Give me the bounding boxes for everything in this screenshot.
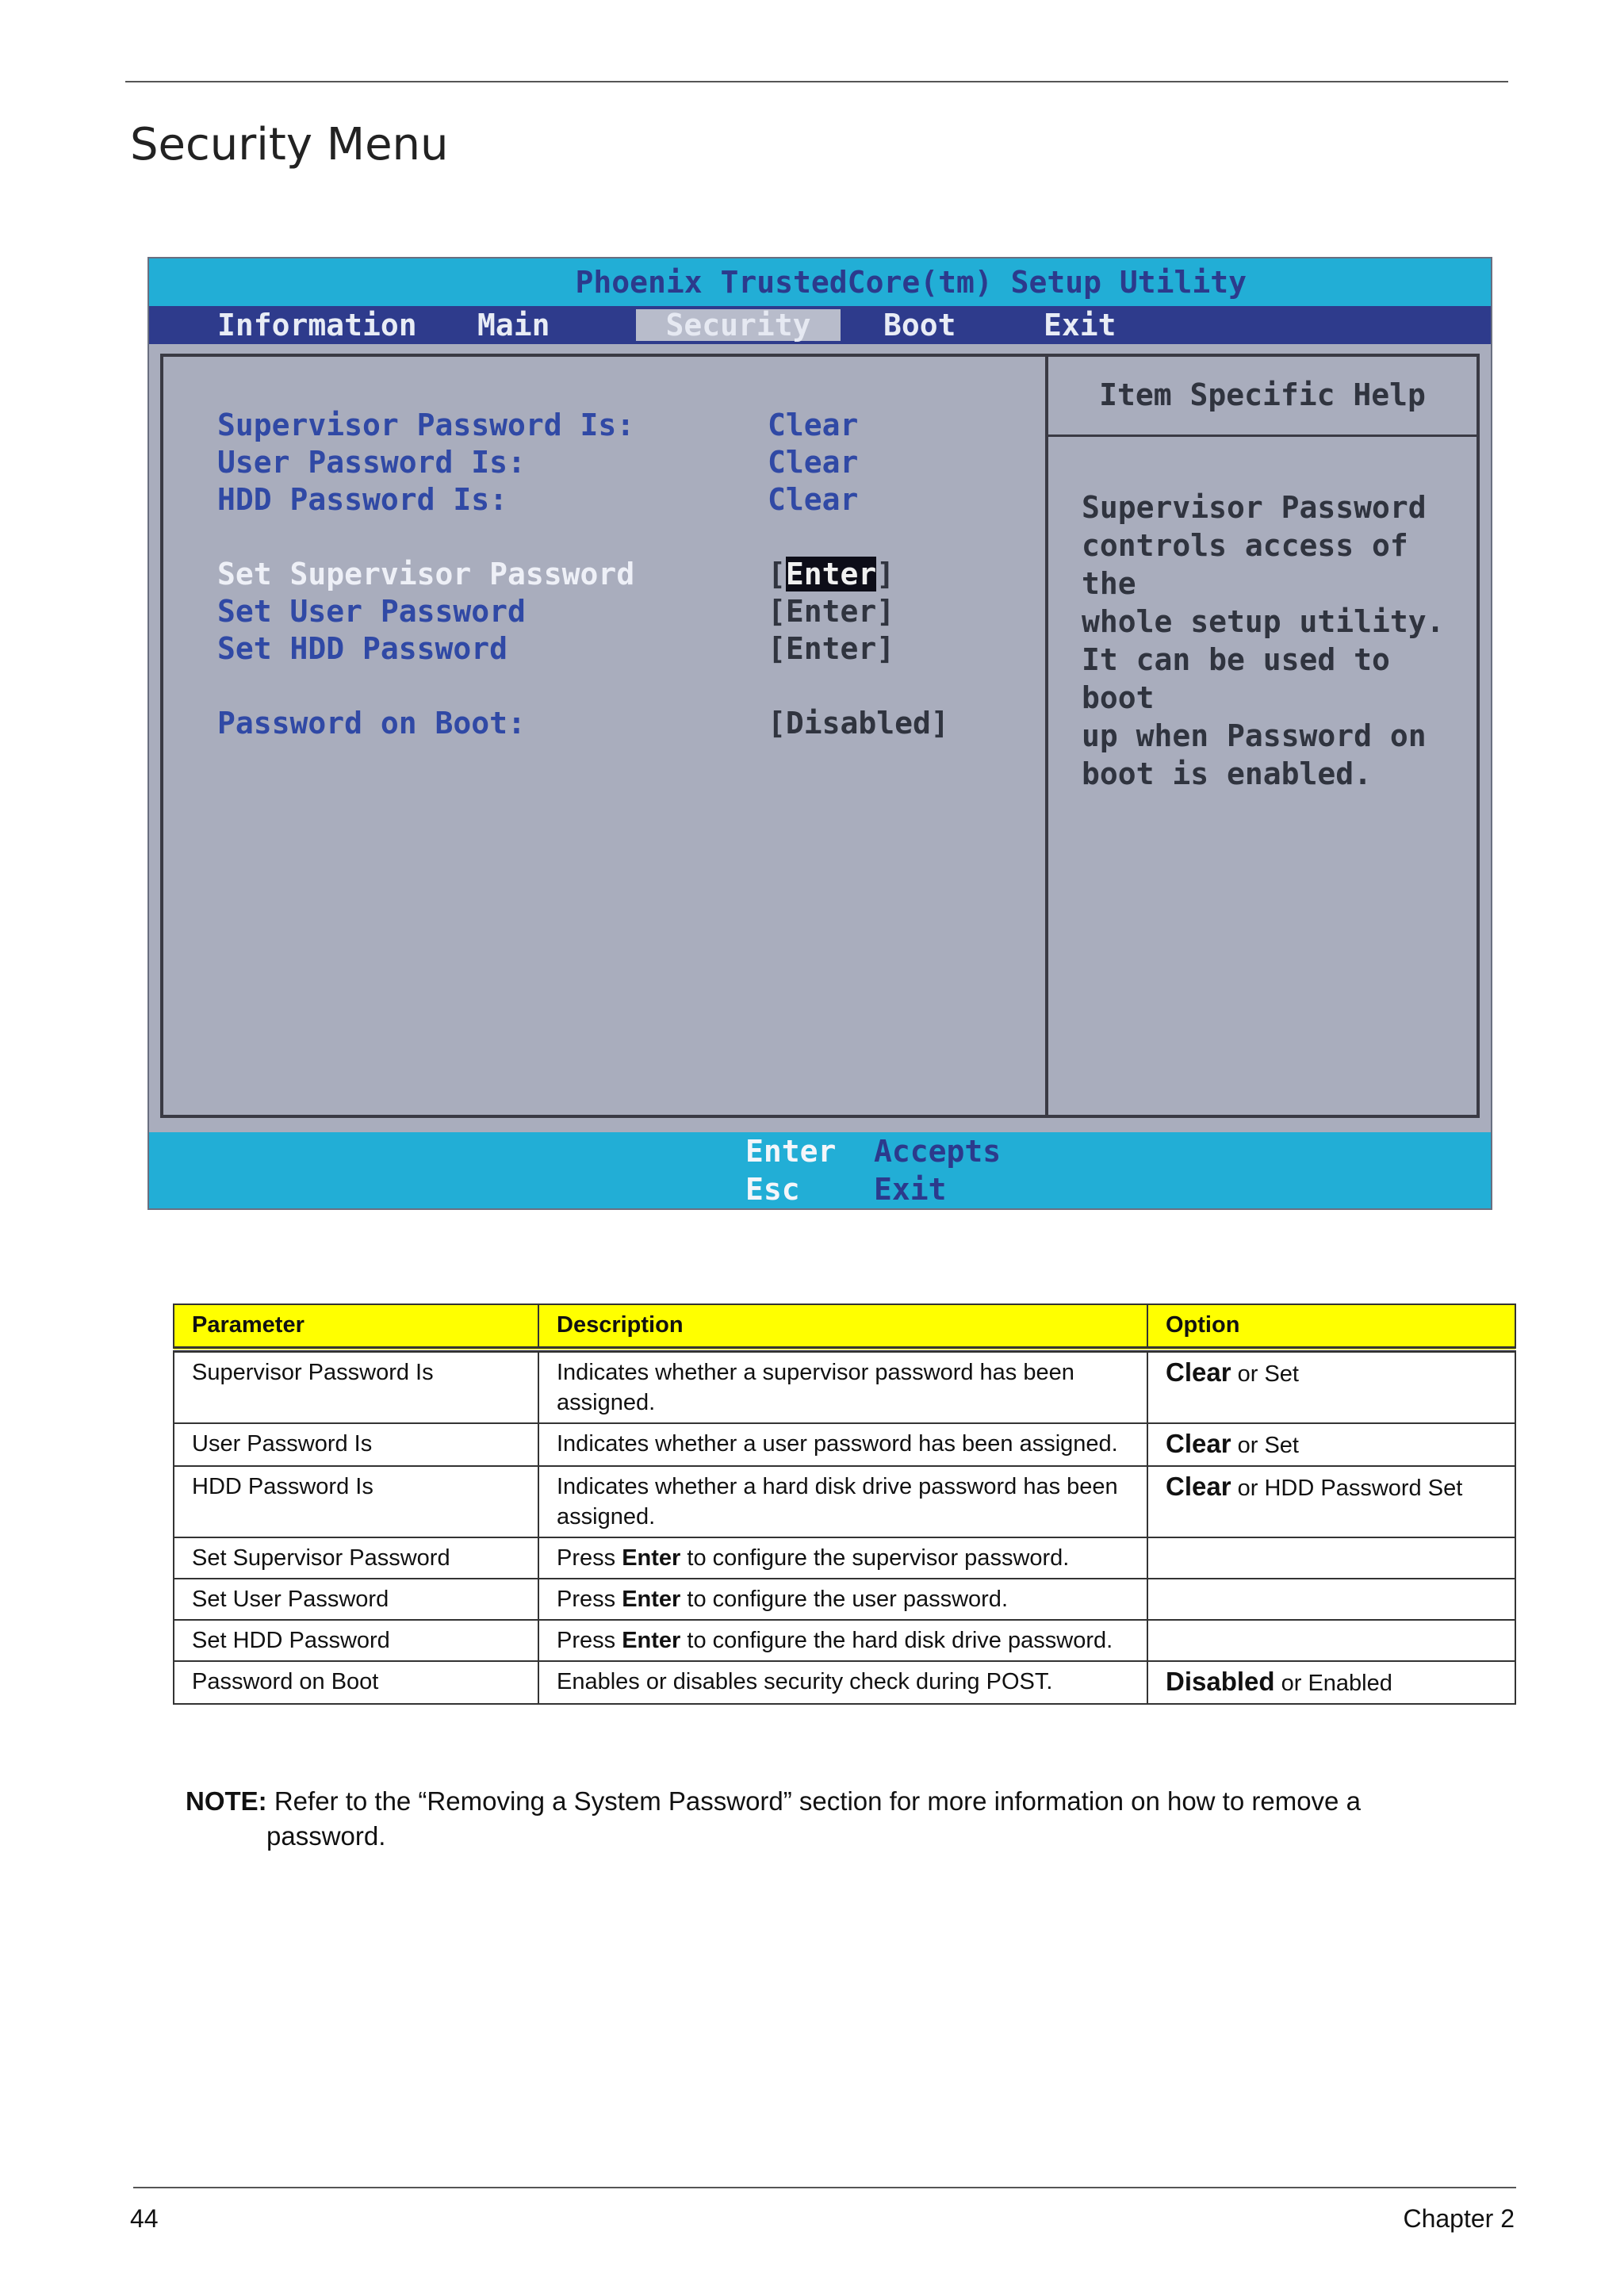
cell-description: Indicates whether a hard disk drive password has been assigned. [538,1466,1147,1537]
option-alt: or Enabled [1274,1671,1392,1696]
note [186,1784,1518,1819]
table-row [174,1423,1515,1466]
chapter-label: Chapter 2 [1403,2204,1515,2233]
footer-key: Esc [745,1172,800,1207]
note-label: NOTE: [186,1786,267,1816]
cell-parameter: Set User Password [174,1579,538,1620]
tab-security[interactable]: Security [636,309,841,341]
bios-item-label: Supervisor Password Is: [217,408,635,442]
desc-text: Press [557,1545,622,1571]
cell-option [1147,1423,1515,1466]
cell-parameter: Password on Boot [174,1661,538,1704]
table-row [174,1579,1515,1620]
bios-item-value-selected[interactable]: [Enter] [768,557,895,591]
option-alt: or Set [1231,1433,1299,1458]
bios-title: Phoenix TrustedCore(tm) Setup Utility [575,265,1247,300]
bios-title-bar [149,258,1491,306]
option-alt: or Set [1231,1361,1299,1387]
cell-parameter: Set Supervisor Password [174,1537,538,1579]
bios-screenshot [147,257,1492,1210]
bios-item-label: User Password Is: [217,445,526,480]
header-parameter: Parameter [174,1304,538,1349]
footer-key: Enter [745,1134,837,1169]
bios-item-value[interactable]: [Enter] [768,631,895,666]
cell-description: Indicates whether a user password has been assigned. [538,1423,1147,1466]
cell-description: Indicates whether a supervisor password has been assigned. [538,1349,1147,1423]
help-divider [1048,435,1477,437]
bios-item-value: Clear [768,482,859,517]
header-option: Option [1147,1304,1515,1349]
cell-parameter: HDD Password Is [174,1466,538,1537]
cell-parameter: User Password Is [174,1423,538,1466]
help-title: Item Specific Help [1099,377,1426,412]
header-description: Description [538,1304,1147,1349]
cell-option [1147,1537,1515,1579]
bios-item-password-on-boot[interactable]: Password on Boot: [217,706,526,741]
desc-text: Press [557,1587,622,1612]
table-row [174,1349,1515,1423]
bios-item-set-hdd-password[interactable]: Set HDD Password [217,631,508,666]
desc-text: to configure the hard disk drive password. [680,1628,1113,1653]
footer-action: Accepts [874,1134,1002,1169]
table-row [174,1537,1515,1579]
desc-key: Enter [622,1545,681,1571]
desc-text: to configure the user password. [680,1587,1008,1612]
desc-text: to configure the supervisor password. [680,1545,1070,1571]
tab-exit[interactable]: Exit [1044,308,1116,343]
note-text: Refer to the “Removing a System Password” section for more information on how to remove a [266,1786,1361,1816]
option-alt: or HDD Password Set [1231,1476,1463,1501]
tab-information[interactable]: Information [217,308,417,343]
footer-action: Exit [874,1172,947,1207]
page-title: Security Menu [130,119,449,170]
cell-option [1147,1620,1515,1661]
help-text: Supervisor Password controls access of the whole setup utility. It can be used to boot up when Password on boot is enabled. [1082,490,1445,791]
bios-footer [149,1132,1491,1208]
bios-item-value: Clear [768,445,859,480]
cell-description [538,1579,1147,1620]
desc-text: Press [557,1628,622,1653]
bios-item-value: Clear [768,408,859,442]
cell-parameter: Supervisor Password Is [174,1349,538,1423]
bottom-rule [133,2187,1516,2188]
bios-tab-bar [149,306,1491,344]
cell-parameter: Set HDD Password [174,1620,538,1661]
parameter-table [173,1304,1516,1705]
bios-item-value[interactable]: [Enter] [768,594,895,629]
option-default: Clear [1166,1472,1231,1501]
table-row [174,1466,1515,1537]
bios-item-value[interactable]: [Disabled] [768,706,949,741]
desc-key: Enter [622,1587,681,1612]
cell-description [538,1620,1147,1661]
cell-description [538,1537,1147,1579]
option-default: Disabled [1166,1667,1275,1696]
option-default: Clear [1166,1429,1231,1458]
tab-boot[interactable]: Boot [883,308,956,343]
page-number: 44 [130,2204,159,2233]
selected-value: Enter [785,557,877,591]
bios-panel-divider [1045,357,1048,1115]
table-header-row [174,1304,1515,1349]
cell-description: Enables or disables security check during POST. [538,1661,1147,1704]
tab-main[interactable]: Main [477,308,550,343]
table-row [174,1620,1515,1661]
cell-option [1147,1661,1515,1704]
note-continuation: password. [266,1821,386,1851]
bios-item-label: HDD Password Is: [217,482,508,517]
bios-item-set-supervisor-password[interactable]: Set Supervisor Password [217,557,635,591]
bios-item-set-user-password[interactable]: Set User Password [217,594,526,629]
cell-option [1147,1466,1515,1537]
desc-key: Enter [622,1628,681,1653]
cell-option [1147,1579,1515,1620]
table-row [174,1661,1515,1704]
option-default: Clear [1166,1357,1231,1387]
top-rule [125,81,1508,82]
cell-option [1147,1349,1515,1423]
